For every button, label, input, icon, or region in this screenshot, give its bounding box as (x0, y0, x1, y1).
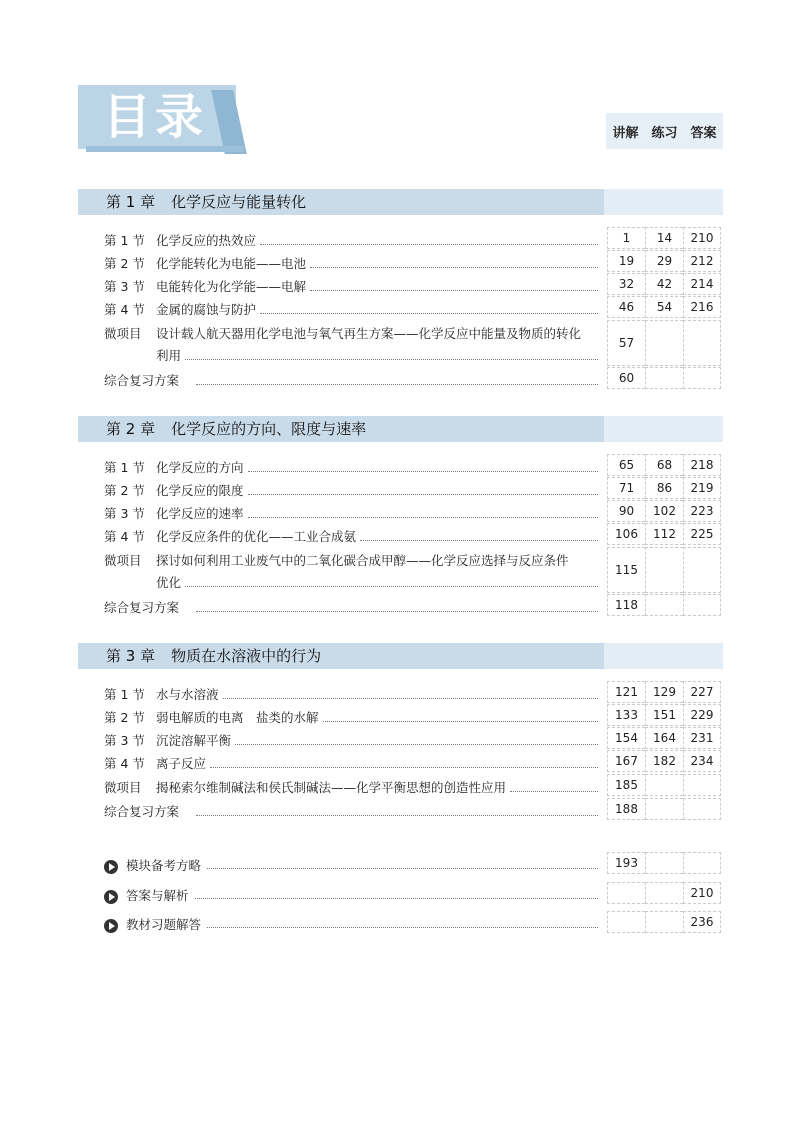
chapter-title: 化学反应的方向、限度与速率 (171, 420, 367, 438)
page-number-cell: 210 (683, 227, 721, 249)
section-label: 第 4 节 (104, 756, 145, 771)
chapter-header (78, 416, 604, 442)
page-number-cell: 42 (645, 273, 683, 295)
chapter-header (78, 643, 604, 669)
page-number-cells (607, 227, 721, 249)
page-number-cell (645, 911, 683, 933)
toc-row-line-continued (104, 569, 604, 591)
page-number-cells (607, 594, 721, 616)
play-arrow-icon (104, 890, 118, 904)
leader-dots (248, 470, 598, 472)
toc-row-line (104, 727, 604, 749)
toc-row[interactable] (104, 296, 604, 318)
section-title: 沉淀溶解平衡 (156, 733, 232, 748)
page-number-cell (645, 320, 683, 366)
section-title: 揭秘索尔维制碱法和侯氏制碱法——化学平衡思想的创造性应用 (156, 780, 507, 795)
leader-dots (310, 266, 598, 268)
page-number-cell (645, 594, 683, 616)
page-number-cells (607, 852, 721, 874)
toc-row[interactable] (104, 774, 604, 796)
column-headers (606, 113, 723, 149)
page-number-cell (683, 852, 721, 874)
chapter-header (78, 189, 604, 215)
page-number-cell: 121 (607, 681, 645, 703)
page-number-cell (683, 547, 721, 593)
page-number-cell (683, 367, 721, 389)
page-number-cells (607, 320, 721, 366)
toc-row[interactable] (104, 704, 604, 726)
section-label: 微项目 (104, 553, 142, 568)
page-number-cells (607, 500, 721, 522)
toc-row-line-continued (104, 342, 604, 364)
section-title: 化学能转化为电能——电池 (156, 256, 307, 271)
page-number-cell: 188 (607, 798, 645, 820)
section-label: 第 2 节 (104, 256, 145, 271)
toc-row[interactable] (104, 454, 604, 476)
section-label: 第 3 节 (104, 506, 145, 521)
leader-dots (248, 493, 598, 495)
leader-dots (196, 814, 598, 816)
leader-dots (510, 790, 598, 792)
page-number-cell: 19 (607, 250, 645, 272)
page-number-cell: 234 (683, 750, 721, 772)
toc-row-line (104, 320, 604, 342)
page-number-cell (683, 798, 721, 820)
leader-dots (223, 697, 598, 699)
toc-row[interactable] (104, 477, 604, 499)
section-title: 探讨如何利用工业废气中的二氧化碳合成甲醇——化学反应选择与反应条件 (156, 553, 569, 568)
toc-row[interactable] (104, 727, 604, 749)
page-number-cell (645, 852, 683, 874)
toc-row[interactable] (104, 500, 604, 522)
section-label: 综合复习方案 (104, 804, 180, 819)
page-number-cell (645, 774, 683, 796)
appendix-title: 答案与解析 (126, 888, 189, 903)
toc-row-line (104, 547, 604, 569)
chapter-header-tail (604, 643, 723, 669)
page-number-cell: 182 (645, 750, 683, 772)
toc-row-line (104, 594, 604, 616)
chapter-number: 第 1 章 (106, 193, 156, 211)
leader-dots (260, 312, 598, 314)
page-number-cell: 1 (607, 227, 645, 249)
page-number-cell: 154 (607, 727, 645, 749)
page-number-cell (683, 594, 721, 616)
toc-row[interactable] (104, 547, 604, 593)
toc-row-line (104, 500, 604, 522)
page-number-cells (607, 523, 721, 545)
page-number-cells (607, 911, 721, 933)
page-number-cells (607, 547, 721, 593)
section-label: 综合复习方案 (104, 373, 180, 388)
leader-dots (323, 720, 598, 722)
leader-dots (196, 383, 598, 385)
page-number-cell (607, 911, 645, 933)
column-header-lecture: 讲解 (612, 125, 639, 141)
page-number-cell (645, 882, 683, 904)
appendix-row[interactable] (104, 882, 604, 904)
page-number-cell: 129 (645, 681, 683, 703)
toc-row[interactable] (104, 798, 604, 820)
section-label: 微项目 (104, 780, 142, 795)
page-number-cell: 218 (683, 454, 721, 476)
section-title-continued: 利用 (156, 348, 182, 363)
page-number-cell: 60 (607, 367, 645, 389)
page-number-cell: 225 (683, 523, 721, 545)
leader-dots (207, 927, 598, 928)
page-title: 目录 (103, 89, 208, 145)
section-title: 金属的腐蚀与防护 (156, 302, 257, 317)
section-label: 第 2 节 (104, 483, 145, 498)
section-title: 化学反应的限度 (156, 483, 244, 498)
page-number-cells (607, 882, 721, 904)
page-number-cells (607, 727, 721, 749)
toc-row-line (104, 523, 604, 545)
section-title: 化学反应的方向 (156, 460, 244, 475)
page-number-cell: 164 (645, 727, 683, 749)
page-number-cells (607, 798, 721, 820)
page-number-cell: 118 (607, 594, 645, 616)
leader-dots (185, 358, 598, 360)
toc-row-line (104, 367, 604, 389)
section-title: 化学反应的热效应 (156, 233, 257, 248)
page-number-cell: 68 (645, 454, 683, 476)
page-number-cell: 231 (683, 727, 721, 749)
toc-row-line (104, 250, 604, 272)
chapter-header-tail (604, 416, 723, 442)
page-number-cell: 214 (683, 273, 721, 295)
page-number-cell: 32 (607, 273, 645, 295)
leader-dots (210, 766, 598, 768)
toc-row-line (104, 750, 604, 772)
page-number-cell (683, 320, 721, 366)
page-number-cell: 133 (607, 704, 645, 726)
section-label: 综合复习方案 (104, 600, 180, 615)
page-number-cell (645, 798, 683, 820)
page-number-cell: 229 (683, 704, 721, 726)
toc-row-line (104, 798, 604, 820)
toc-row[interactable] (104, 750, 604, 772)
toc-row-line (104, 477, 604, 499)
page-number-cell: 29 (645, 250, 683, 272)
section-label: 第 1 节 (104, 687, 145, 702)
page-number-cell: 115 (607, 547, 645, 593)
toc-row-line (104, 296, 604, 318)
page-number-cell: 227 (683, 681, 721, 703)
leader-dots (196, 610, 598, 612)
page-number-cell: 212 (683, 250, 721, 272)
page-number-cells (607, 250, 721, 272)
chapter-title: 化学反应与能量转化 (171, 193, 307, 211)
column-header-answers: 答案 (690, 125, 717, 141)
column-header-practice: 练习 (651, 125, 678, 141)
section-title: 电能转化为化学能——电解 (156, 279, 307, 294)
page-number-cell: 185 (607, 774, 645, 796)
section-title: 化学反应的速率 (156, 506, 244, 521)
toc-row[interactable] (104, 320, 604, 366)
page-number-cell (645, 367, 683, 389)
leader-dots (248, 516, 598, 518)
appendix-title: 教材习题解答 (126, 917, 202, 932)
page-number-cells (607, 774, 721, 796)
page-number-cell: 71 (607, 477, 645, 499)
chapter-number: 第 2 章 (106, 420, 156, 438)
page-number-cell: 14 (645, 227, 683, 249)
toc-row-line (104, 774, 604, 796)
toc-row[interactable] (104, 273, 604, 295)
page-number-cell: 112 (645, 523, 683, 545)
toc-row[interactable] (104, 250, 604, 272)
page-number-cell: 219 (683, 477, 721, 499)
page-number-cell: 216 (683, 296, 721, 318)
appendix-row[interactable] (104, 852, 604, 874)
leader-dots (195, 898, 598, 899)
leader-dots (235, 743, 598, 745)
appendix-row[interactable] (104, 911, 604, 933)
section-title-continued: 优化 (156, 575, 182, 590)
toc-row-line (104, 454, 604, 476)
toc-row[interactable] (104, 594, 604, 616)
page-number-cells (607, 477, 721, 499)
page-number-cell: 236 (683, 911, 721, 933)
section-label: 第 4 节 (104, 529, 145, 544)
page-number-cell (607, 882, 645, 904)
page-number-cell (683, 774, 721, 796)
chapter-number: 第 3 章 (106, 647, 156, 665)
section-label: 微项目 (104, 326, 142, 341)
play-arrow-icon (104, 919, 118, 933)
toc-row-line (104, 227, 604, 249)
page-number-cell: 54 (645, 296, 683, 318)
chapter-header-tail (604, 189, 723, 215)
leader-dots (260, 243, 598, 245)
toc-row-line (104, 273, 604, 295)
play-arrow-icon (104, 860, 118, 874)
page-number-cell: 210 (683, 882, 721, 904)
page-number-cells (607, 296, 721, 318)
page-number-cell: 223 (683, 500, 721, 522)
toc-row-line (104, 681, 604, 703)
section-label: 第 2 节 (104, 710, 145, 725)
page-number-cell: 57 (607, 320, 645, 366)
page-number-cells (607, 750, 721, 772)
section-title: 水与水溶液 (156, 687, 219, 702)
toc-row[interactable] (104, 367, 604, 389)
section-label: 第 3 节 (104, 733, 145, 748)
toc-row[interactable] (104, 227, 604, 249)
toc-row[interactable] (104, 681, 604, 703)
toc-row[interactable] (104, 523, 604, 545)
section-title: 弱电解质的电离 盐类的水解 (156, 710, 319, 725)
section-label: 第 3 节 (104, 279, 145, 294)
page-number-cells (607, 704, 721, 726)
appendix-title: 模块备考方略 (126, 858, 202, 873)
leader-dots (185, 585, 598, 587)
section-label: 第 1 节 (104, 460, 145, 475)
page-number-cell: 106 (607, 523, 645, 545)
section-title: 化学反应条件的优化——工业合成氨 (156, 529, 357, 544)
page-number-cells (607, 367, 721, 389)
page-number-cell: 46 (607, 296, 645, 318)
section-title: 离子反应 (156, 756, 207, 771)
section-label: 第 1 节 (104, 233, 145, 248)
section-label: 第 4 节 (104, 302, 145, 317)
page-number-cell (645, 547, 683, 593)
leader-dots (310, 289, 598, 291)
toc-row-line (104, 704, 604, 726)
page-number-cells (607, 454, 721, 476)
page-number-cell: 90 (607, 500, 645, 522)
page-number-cell: 65 (607, 454, 645, 476)
page-number-cells (607, 273, 721, 295)
leader-dots (207, 868, 598, 869)
chapter-title: 物质在水溶液中的行为 (171, 647, 322, 665)
section-title: 设计载人航天器用化学电池与氧气再生方案——化学反应中能量及物质的转化 (156, 326, 582, 341)
page-number-cell: 86 (645, 477, 683, 499)
page-number-cell: 151 (645, 704, 683, 726)
page-number-cells (607, 681, 721, 703)
page-number-cell: 102 (645, 500, 683, 522)
page-number-cell: 193 (607, 852, 645, 874)
page-number-cell: 167 (607, 750, 645, 772)
leader-dots (360, 539, 598, 541)
